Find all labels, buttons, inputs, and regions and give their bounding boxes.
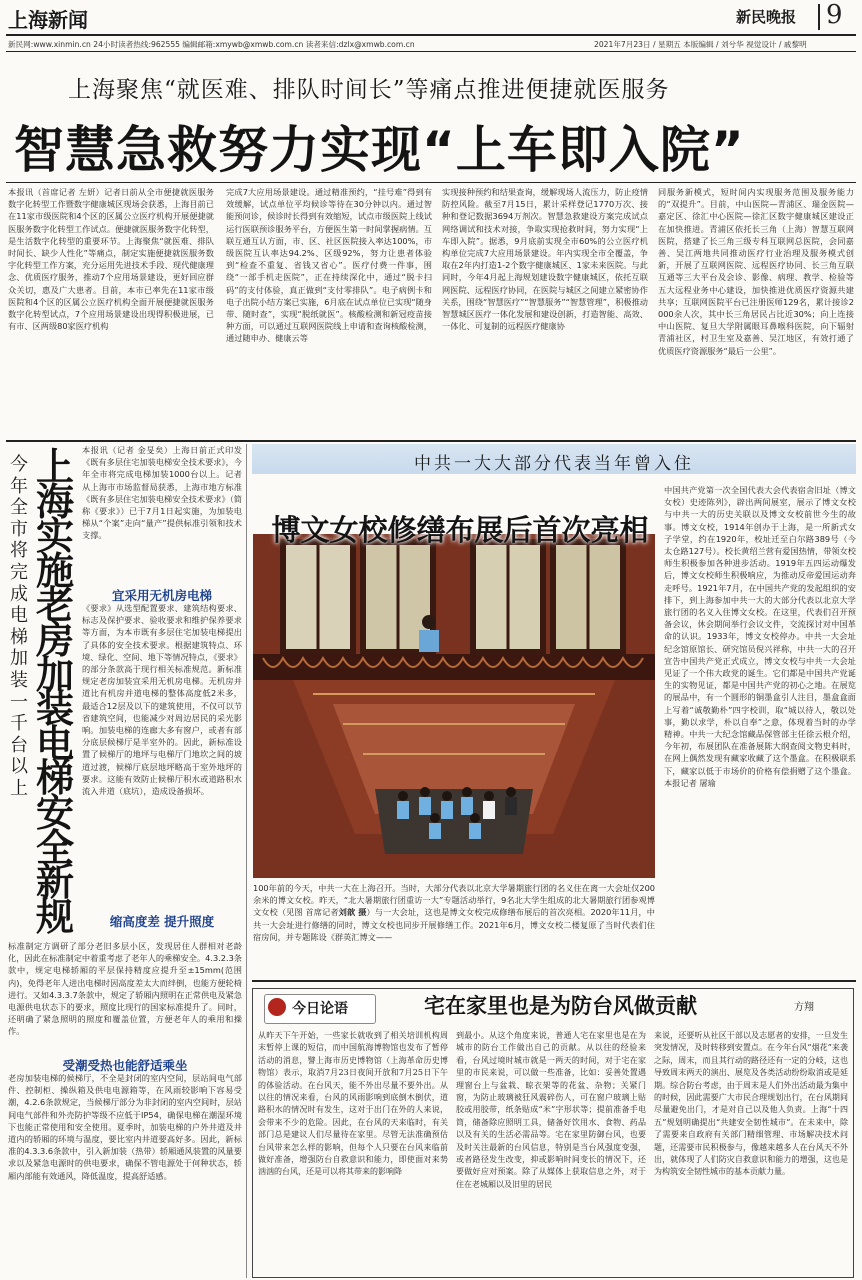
story2-body-3: 老房加装电梯的候梯厅，不全是封闭的室内空间，层站间电气部件、控制柜、操纵箱及供电电源箱等，在风雨较影响下容易受潮，4.2.6条款规定，当候梯厅部分为非封闭的室内空间时，层站间电气部件和外壳防护等级不应低于IP54，确保电梯在潮湿环境下也能正常使用和安全使用。夏季时，加装电梯的户外井道及井道内的轿厢的环境与温度，要比室内井道要高好多。因此，新标准的4.3.3.6条款中，引入新加装（热带）轿厢通风装置的风量要求以及紧急电源时的供电要求，确保不管电源处于何种状态，轿厢内部能有效通风，降低温度，提高舒适感。 <box>8 1073 242 1181</box>
header-info-left: 新民网:www.xinmin.cn 24小时读者热线:962555 编辑邮箱:xmywb@xmwb.com.cn 读者来信:dzlx@xmwb.com.cn <box>8 40 415 49</box>
lunyu-headline: 宅在家里也是为防台风做贡献 <box>424 994 697 1018</box>
story2-column-rule <box>246 444 247 1278</box>
header-rule-top <box>6 34 856 36</box>
story3-photo <box>253 534 655 878</box>
story1-col2: 完成7大应用场景建设。通过精准预约，“挂号难”得到有效缓解，试点单位平均候诊等待在30分钟以内。通过智能预问诊，候诊时长得到有效缩短，试点市级医院上线试运行医联预诊服务平台，方便医生第一时间掌握病情。互联互通互认方面，市、区、社区医院接入率达100%，市级医院互认率达94.2%、区级92%，努力让患者体验到“检查不重复、省钱又省心”。医疗付费一件事，围绕“一部手机走医院”，正在持续深化中，通过“脱卡扫码”的支付体验，真正做到“支付零排队”。电子病例卡和电子出院小结方案已实施，6月底在试点单位已实现“随身带、随时查”，实现“脱纸就医”。核酸检测和新冠疫苗接种方面，可以通过互联网医院线上申请和查询核酸检测，通过随申办、健康云等 <box>226 187 432 344</box>
lunyu-tag: 今日论语 <box>292 1001 348 1017</box>
story3-col-right: 中国共产党第一次全国代表大会代表宿舍旧址（博文女校）史迹陈列》，辟出两间展室，展示了博文女校与中共一大的历史关联以及博文女校前世今生的故事。博文女校，1914年创办于上海，是一所新式女子学堂，约在1920年，校址迁至白尔路389号（今太仓路127号）。校长黄绍兰营有爱国热情，带领女校师生积极参加各种进步活动。1919年五四运动爆发后，博文女校师生积极响应，为推动反帝爱国运动奔走呼号。1921年7月，在中国共产党的发起组织的安排下，到上海参加中共一大的大部分代表以北京大学旅行团的名义入住博文女校。在这里，代表们召开预备会议，休会期间举行会议文件，交流探讨对中国革命的认识。1933年，博文女校停办。中共一大会址纪念馆原馆长、研究馆员倪兴祥称，中共一大的召开宣告中国共产党正式成立，博文女校与中共一大会址见证了一个伟大政党的诞生。它们都是中国共产党诞生的实物见证，都是中国共产党的初心之地。在展览的展品中，有一个圆形的铜墨盒引人注目，墨盒盒面上写着“诚敬勤朴”四字校训，取“城以待人，敬以处事，勤以求学，朴以自奉”之意，体现着当时的办学精神。中共一大纪念馆藏品保管部主任徐云根介绍，今年初，布展团队在准备展陈大纲查阅文物史料时，在网上偶然发现有藏家收藏了这个墨盒。在积极联系下，藏家以低于市场价的价格有偿捐赠了这个墨盒。本报记者 屠瑜 <box>664 485 856 788</box>
story1-col4: 同服务新模式，短时间内实现服务范围及服务能力的“双提升”。目前，中山医院—青浦区、瑞金医院—嘉定区、徐汇中心医院—徐汇区数字健康城区建设正在加快推进。青浦区依托长三角（上海）智慧互联网医院，搭建了长三角三级专科互联网总医院，会同嘉善、吴江两地共同推动医疗行业治理及服务模式创新，开展了互联网医院、远程医疗协同、长三角互联互通等三大平台及会诊、影像、病理、教学、检验等五大远程业务中心建设，加快推进优质医疗资源共建共享；互联网医院平台已注册医师129名，累计接诊2000余人次，其中长三角居民占比近30%；向上连接中山医院、复旦大学附属眼耳鼻喉科医院，向下辐射青浦社区，村卫生室及嘉善、吴江地区，有效打通了优质医疗资源服务“最后一公里”。 <box>658 187 854 356</box>
page-number: 9 <box>826 0 843 30</box>
lunyu-col2: 到最小。从这个角度来说，普通人宅在家里也是在为城市的防台工作做出自己的贡献。从以往的经验来看，台风过境时城市就是一两天的时间，对于宅在家里的市民来说，可以做一些准备，比如：妥善处置遇理窗台上与盆栽、晾衣架等的花盆、杂物；关紧门窗，为防止玻璃被狂风震碎伤人，可在窗户玻璃上贴胶或用胶带，纸条贴成“米”字形状等；提前准备手电筒，储备除应照明工具，储备好饮用水、食物、药品以及有关的生活必需品等。宅在家里防御台风，也要及时关注最新的台风信息，特别是当台风强度变强，或者路径发生改变，抑或影响时间变长的情况下，还要做好应对预案。除了从媒体上获取信息之外，对于住在老城厢以及旧里的居民 <box>456 1031 646 1189</box>
story1-headline: 智慧急救努力实现“上车即入院” <box>14 121 745 179</box>
stairwell-illustration <box>253 534 655 878</box>
story2-vertical-kicker: 今年全市将完成电梯加装一千台以上 <box>10 454 28 799</box>
header-rule-bottom <box>6 51 856 52</box>
lunyu-author: 方翔 <box>794 1002 814 1013</box>
lunyu-col1: 从昨天下午开始，一些家长就收到了相关培训机构周末暂停上课的短信，而中国航海博物馆也发布了暂停活动的消息，譬上海市历史博物馆（上海革命历史博物馆）表示，取消7月23日夜间开放和7月25日下午的体验活动。在台风天，能不外出尽量不要外出。从以往的情况来看，台风的风雨影响到底倒木倒伏，道路积水的情况时有发生，这对于出门在外的人来说，会带来不少的危险。因此，在台风的天来临时，有关部门总是建议人们尽量待在家里。尽管无法准确预估台风带来怎么样的影响，但每个人只要在台风来临前做好准备，增强防台自救意识和能力，即使面对来势汹汹的台风，还是可以将其带来的影响降 <box>258 1031 448 1177</box>
caption-tail: ）与一大会址，这也是博文女校完成修缮布展后的首次亮相。2020年11月，中共一大会址进行修缮的同时，博文女校也同步开展修缮工作。2021年6月，博文女校二楼复原了当时代表们住宿房间，并专题陈设《群英汇博文—— <box>253 907 655 942</box>
story2-body-1: 《要求》从选型配置要求、建筑结构要求、标志及保护要求、验收要求和维护保养要求等方面，为本市既有多层住宅加装电梯提出了具体的安全技术要求。根据建筑特点、环境、绿化、空间、地下等情况特点，《要求》的部分条款高于现行相关标准规范。新标准规定老房加装宜采用无机房电梯。无机房并道比有机房并道电梯的整体高度低2米多，最适合12层及以下的建筑使用，不仅可以节省建筑空间，也能减少对周边居民的采光影响。加装电梯的连廊大多有窗户，或者有部分底层候梯厅是半室外的。因此，新标准设置了候梯厅的地坪与电梯厅门地坎之间的坡道过渡，候梯厅底层地坪略高于室外地坪的要求。这能有效防止候梯厅积水或道路积水流入井道（底坑），造成设备损坏。 <box>82 603 242 797</box>
masthead-section-title: 上海新闻 <box>8 8 88 32</box>
story3-bottom-rule <box>252 980 856 982</box>
story2-body-2: 标准制定方调研了部分老旧多层小区，发现居住人群相对老龄化，因此在标准制定中着重考虑了老年人的乘梯安全。4.3.2.3条款中，规定电梯轿厢的平层保持精度应提升至±15mm(范围内)，免得老年人进出电梯时因高度差太大而绊倒，也能方便轮椅进行。又如4.3.3.7条款中，规定了轿厢内照明在正常供电及紧急电源供电状态下的要求，照度比现行的国家标准提升了。同时，还明确了紧急照明的照度和覆盖位置，方便老年人的乘用和操作。 <box>8 941 242 1037</box>
story2-lead: 本报讯（记者 金旻矣）上海日前正式印发《既有多层住宅加装电梯安全技术要求》，今年全市将完成电梯加装1000台以上。记者从上海市市场监督局获悉，上海市地方标准《既有多层住宅加装电梯安全技术要求》（简称《要求》）已于7月1日起实施，为加装电梯从“个案”走向“量产”提供标准引领和技术支撑。 <box>82 445 242 541</box>
story2-subhead-3: 受潮受热也能舒适乘坐 <box>62 1058 188 1073</box>
masthead-brand: 新民晚报 <box>736 8 797 26</box>
story2-subhead-1: 宜采用无机房电梯 <box>111 588 212 603</box>
story3-caption <box>253 882 655 978</box>
header-info-right: 2021年7月23日 / 星期五 本版编辑 / 刘兮华 视觉设计 / 戚黎明 <box>594 40 807 49</box>
story1-bottom-rule <box>6 440 856 442</box>
story2-subhead-2: 缩高度差 提升照度 <box>109 914 215 929</box>
story2-vertical-headline: 上海实施老房加装电梯安全新规 <box>36 445 75 939</box>
story1-kicker: 上海聚焦“就医难、排队时间长”等痛点推进便捷就医服务 <box>68 77 670 103</box>
story1-col3: 实现接种预约和结果查询，缓解现场人流压力，防止疫情防控风险。截至7月15日，累计采样登记1770万次、接种和登记数据3694万剂次。智慧急救建设方案完成试点网络调试和技术对接，争取实现抢救时间，努力实现“上车即入院”。据悉，9月底前实现全市60%的公立医疗机构单位完成7大应用场景建设。年内实现全市全覆盖，争取在2年内打造1-2个数字健康城区、1家未来医院。与此同时，今年4月起上海规划建设数字健康城区，依托互联网医院、远程医疗协同，在医院与城区之间建立紧密协作关系，围绕“智慧医疗”“智慧服务”“智慧管理”，积极推动智慧城区医疗一体化发展和建设创新，打造智能、高效、一体化、可复制的远程医疗健康协 <box>442 187 648 332</box>
story3-headline: 博文女校修缮布展后首次亮相 <box>271 513 649 547</box>
lunyu-logo-mark <box>268 998 286 1016</box>
lunyu-col3: 来说，还要听从社区干部以及志愿者的安排，一旦发生突发情况，及时转移到安置点。在今年台风“烟花”来袭之际，周末，而且其行动的路径还有一定的分岐，这也导致周末两天的演出、展览及各类活动纷纷取消或是延期。综合防台考虑，由于周末是人们外出活动最为集中的时候，因此需要广大市民合理规划出行，在台风期间尽量避免出门，才是对自己以及他人负责。上海“十四五”规划明确提出“共建安全韧性城市”。在未来中，除了需要来自政府有关部门精细管理、市场解决技术问题，还需要市民积极参与，像越来越多人在台风天不外出，就体现了人们防灾自救意识和能力的增强，这也是为构筑安全韧性城市的基本贡献力量。 <box>654 1031 848 1177</box>
story1-headline-rule <box>6 182 856 183</box>
story1-col1: 本报讯（首席记者 左妍）记者日前从全市便捷就医服务数字化转型工作暨数字健康城区现场会获悉，上海目前已在11家市级医院和4个区的区属公立医疗机构开展便捷就医服务数字化转型工作试点。便捷就医服务数字化转型，是生活数字化转型的重要环节。上海聚焦“就医难、排队时间长、缺少人性化”等痛点，制定实施便捷就医服务数字化转型工作方案，充分运用先进技术手段、现代健康理念、优质医疗服务，推动7个应用场景建设，更好回应群众关切，惠及广大患者。目前，本市已率先在11家市级医院和4个区的区属公立医疗机构全面开展便捷就医服务数字化转型试点，7个应用场景建设出现得积极进展，已有市、区两级80家医疗机构 <box>8 187 214 332</box>
caption-credit: 刘歆 摄 <box>338 907 367 918</box>
caption-lead: 100年前的今天，中共一大在上海召开。当时，大部分代表以北京大学暑期旅行团的名义住在离一大会址仅200余米的博文女校。昨天，“北大暑期旅行团重访一大”专题活动举行，9名北大学生组成的北大暑期旅行团参观博文女校（见图 首席记者 <box>253 883 655 918</box>
story3-banner-text: 中共一大大部分代表当年曾入住 <box>414 454 694 474</box>
page-divider <box>818 4 820 30</box>
